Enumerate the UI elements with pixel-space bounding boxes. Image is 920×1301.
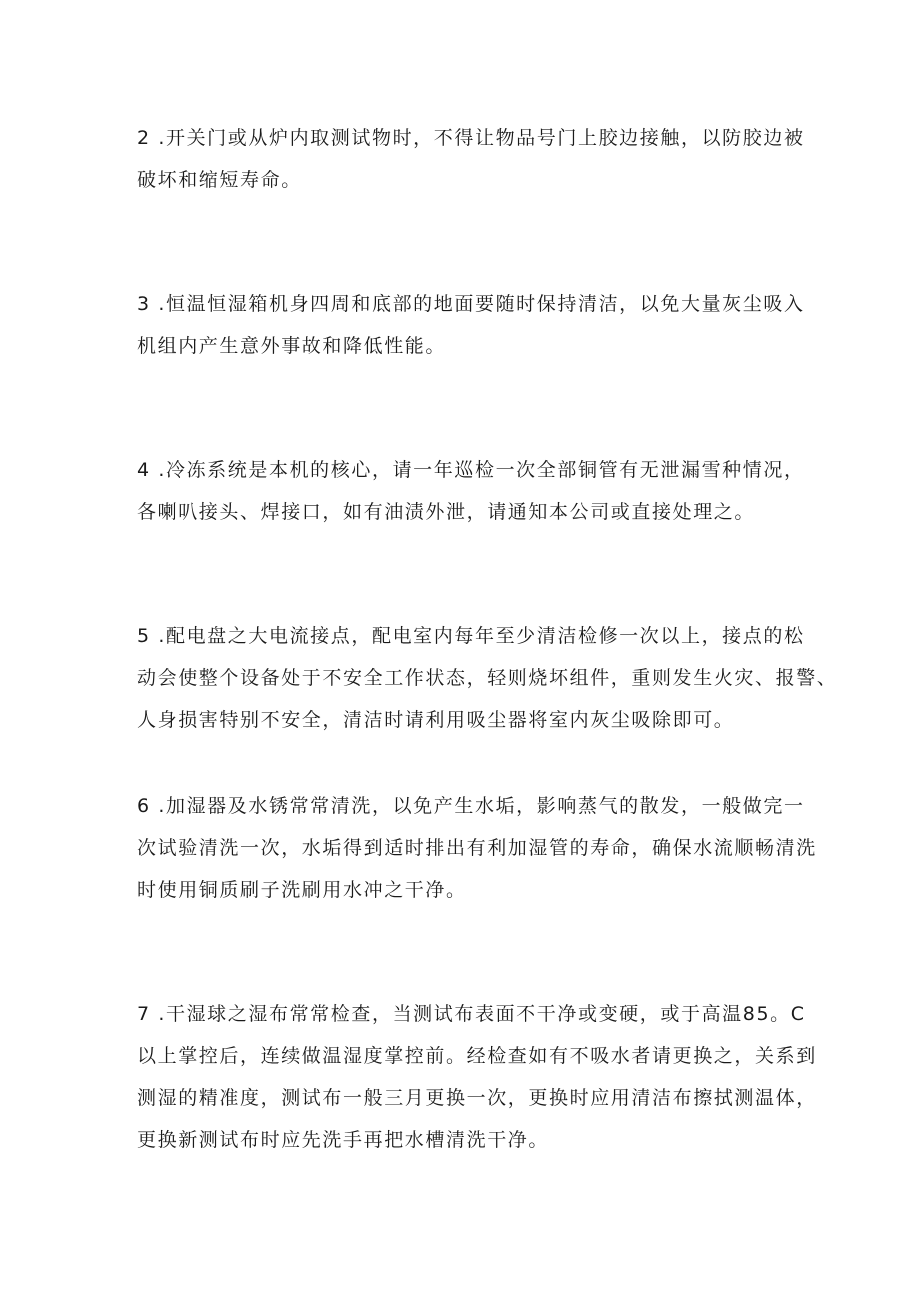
- paragraph-line: 破坏和缩短寿命。: [137, 169, 302, 191]
- paragraph-line: 4 .冷冻系统是本机的核心，请一年巡检一次全部铜管有无泄漏雪种情况，: [137, 459, 805, 481]
- paragraph-line: 7 .干湿球之湿布常常检查，当测试布表面不干净或变硬，或于高温85。C: [137, 1003, 806, 1025]
- paragraph-line: 6 .加湿器及水锈常常清洗，以免产生水垢，影响蒸气的散发，一般做完一: [137, 795, 805, 817]
- paragraph-line: 5 .配电盘之大电流接点，配电室内每年至少清洁检修一次以上，接点的松: [137, 625, 805, 647]
- paragraph-line: 以上掌控后，连续做温湿度掌控前。经检查如有不吸水者请更换之，关系到: [137, 1045, 817, 1067]
- paragraph-line: 2 .开关门或从炉内取测试物时，不得让物品号门上胶边接触，以防胶边被: [137, 127, 805, 149]
- paragraph-item-7: [137, 993, 817, 1161]
- paragraph-line: 测湿的精准度，测试布一般三月更换一次，更换时应用清洁布擦拭测温体，: [137, 1087, 817, 1109]
- paragraph-line: 人身损害特别不安全，清洁时请利用吸尘器将室内灰尘吸除即可。: [137, 709, 735, 731]
- paragraph-item-3: [137, 283, 805, 367]
- paragraph-line: 时使用铜质刷子洗刷用水冲之干净。: [137, 879, 467, 901]
- paragraph-line: 动会使整个设备处于不安全工作状态，轻则烧坏组件，重则发生火灾、报警、: [137, 667, 838, 689]
- paragraph-line: 3 .恒温恒湿箱机身四周和底部的地面要随时保持清洁，以免大量灰尘吸入: [137, 293, 805, 315]
- paragraph-line: 更换新测试布时应先洗手再把水槽清洗干净。: [137, 1129, 550, 1151]
- paragraph-item-6: [137, 785, 817, 911]
- paragraph-item-2: [137, 117, 805, 201]
- paragraph-line: 各喇叭接头、焊接口，如有油渍外泄，请通知本公司或直接处理之。: [137, 501, 756, 523]
- paragraph-line: 机组内产生意外事故和降低性能。: [137, 335, 447, 357]
- paragraph-item-5: [137, 615, 838, 741]
- paragraph-line: 次试验清洗一次，水垢得到适时排出有利加湿管的寿命，确保水流顺畅清洗: [137, 837, 817, 859]
- paragraph-item-4: [137, 449, 805, 533]
